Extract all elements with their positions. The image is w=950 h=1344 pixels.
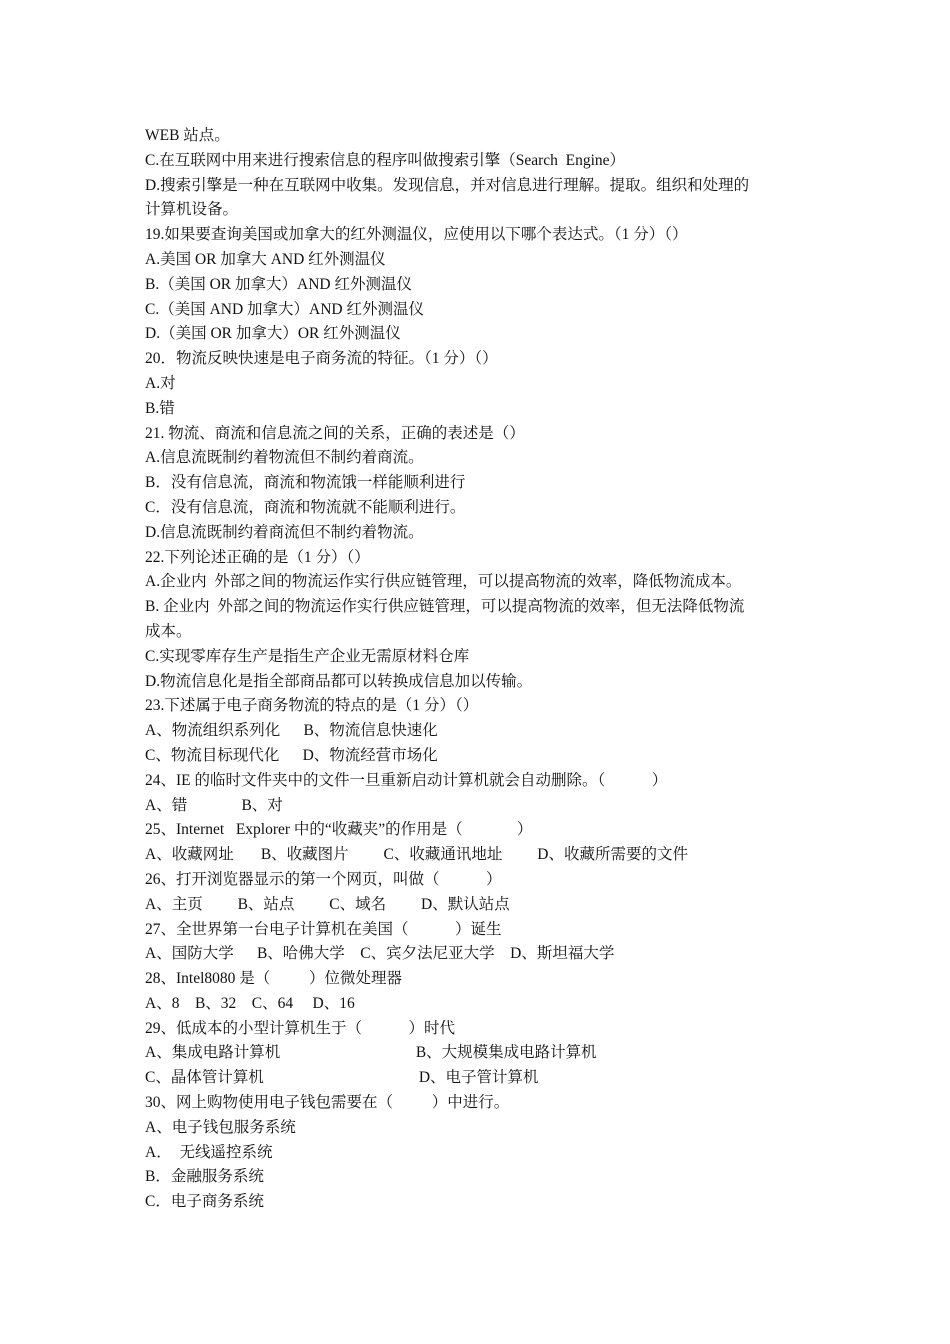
option-line: A.对 — [145, 374, 176, 392]
question-23: 23.下述属于电子商务物流的特点的是（1 分）（） — [145, 697, 479, 715]
document-page — [145, 124, 815, 1215]
option-line: A． 无线遥控系统 — [145, 1143, 273, 1161]
option-line: A、收藏网址 B、收藏图片 C、收藏通讯地址 D、收藏所需要的文件 — [145, 846, 688, 864]
option-line: A.企业内 外部之间的物流运作实行供应链管理，可以提高物流的效率，降低物流成本。 — [145, 573, 742, 591]
option-line: A、物流组织系列化 B、物流信息快速化 — [145, 722, 438, 740]
option-line: A、8 B、32 C、64 D、16 — [145, 994, 355, 1012]
option-line: C、晶体管计算机 D、电子管计算机 — [145, 1069, 539, 1087]
option-line: B．金融服务系统 — [145, 1168, 264, 1186]
option-line: A、国防大学 B、哈佛大学 C、宾夕法尼亚大学 D、斯坦福大学 — [145, 945, 615, 963]
question-26: 26、打开浏览器显示的第一个网页，叫做（ ） — [145, 870, 502, 888]
question-30: 30、网上购物使用电子钱包需要在（ ）中进行。 — [145, 1094, 510, 1112]
text-line: 计算机设备。 — [145, 201, 239, 219]
question-21: 21. 物流、商流和信息流之间的关系，正确的表述是（） — [145, 424, 525, 442]
option-line: A.信息流既制约着物流但不制约着商流。 — [145, 449, 424, 467]
option-line: B．没有信息流，商流和物流饿一样能顺利进行 — [145, 474, 466, 492]
option-line: B.（美国 OR 加拿大）AND 红外测温仪 — [145, 275, 412, 293]
question-24: 24、IE 的临时文件夹中的文件一旦重新启动计算机就会自动删除。（ ） — [145, 771, 668, 789]
option-line: D.物流信息化是指全部商品都可以转换成信息加以传输。 — [145, 672, 533, 690]
question-19: 19.如果要查询美国或加拿大的红外测温仪，应使用以下哪个表达式。（1 分）（） — [145, 226, 688, 244]
option-line: 成本。 — [145, 622, 192, 640]
option-line: A、错 B、对 — [145, 796, 283, 814]
question-29: 29、低成本的小型计算机生于（ ）时代 — [145, 1019, 456, 1037]
option-line: C．电子商务系统 — [145, 1193, 264, 1211]
option-line: A、电子钱包服务系统 — [145, 1118, 296, 1136]
option-line: C.（美国 AND 加拿大）AND 红外测温仪 — [145, 300, 425, 318]
option-line: C、物流目标现代化 D、物流经营市场化 — [145, 746, 438, 764]
option-line: A、集成电路计算机 B、大规模集成电路计算机 — [145, 1044, 597, 1062]
option-line: B. 企业内 外部之间的物流运作实行供应链管理，可以提高物流的效率，但无法降低物流 — [145, 598, 745, 616]
option-line: B.错 — [145, 399, 175, 417]
question-27: 27、全世界第一台电子计算机在美国（ ）诞生 — [145, 920, 502, 938]
option-line: A、主页 B、站点 C、域名 D、默认站点 — [145, 895, 510, 913]
text-line: WEB 站点。 — [145, 127, 230, 144]
option-line: D.信息流既制约着商流但不制约着物流。 — [145, 523, 424, 541]
option-line: D.（美国 OR 加拿大）OR 红外测温仪 — [145, 325, 401, 343]
question-25: 25、Internet Explorer 中的“收藏夹”的作用是（ ） — [145, 821, 533, 839]
text-line: D.搜索引擎是一种在互联网中收集。发现信息，并对信息进行理解。提取。组织和处理的 — [145, 176, 750, 194]
question-20: 20．物流反映快速是电子商务流的特征。（1 分）（） — [145, 350, 498, 368]
option-line: C.实现零库存生产是指生产企业无需原材料仓库 — [145, 647, 470, 665]
option-line: A.美国 OR 加拿大 AND 红外测温仪 — [145, 250, 386, 268]
question-22: 22.下列论述正确的是（1 分）（） — [145, 548, 370, 566]
option-line: C．没有信息流，商流和物流就不能顺利进行。 — [145, 498, 466, 516]
question-28: 28、Intel8080 是（ ）位微处理器 — [145, 970, 403, 988]
text-line: C.在互联网中用来进行搜索信息的程序叫做搜索引擎（Search Engine） — [145, 151, 626, 169]
